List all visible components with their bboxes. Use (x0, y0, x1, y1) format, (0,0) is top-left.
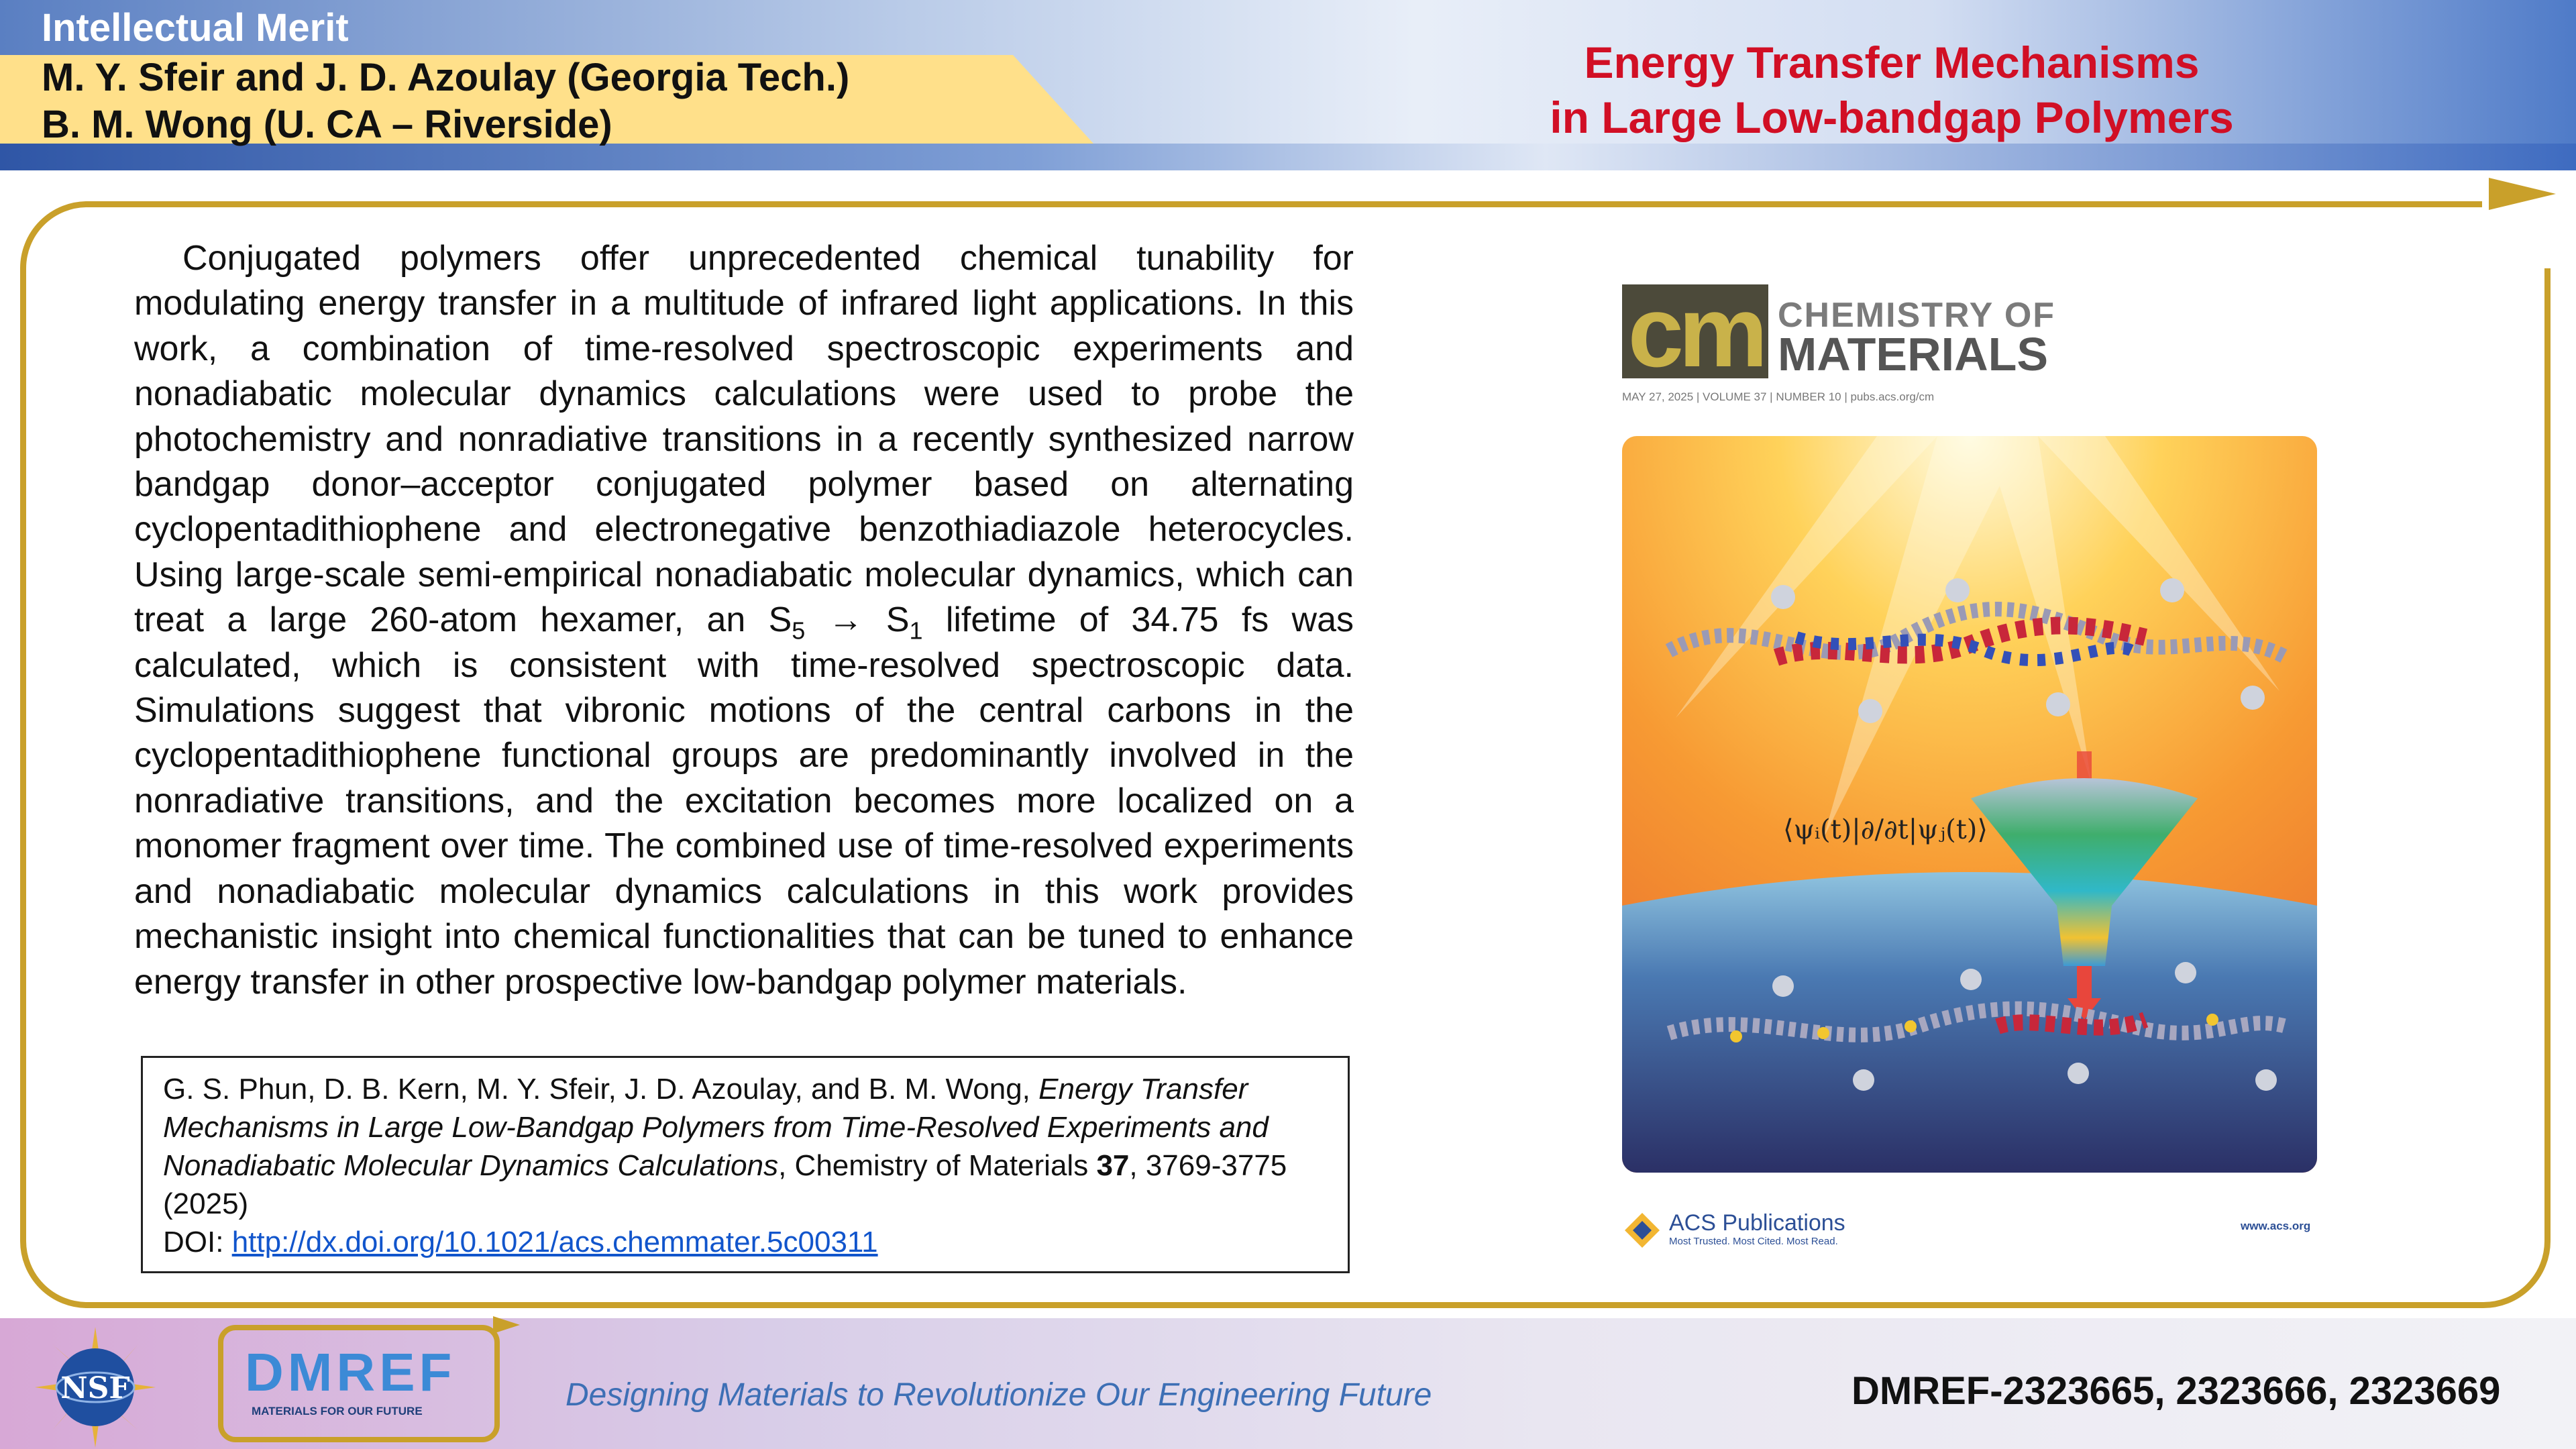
award-numbers: DMREF-2323665, 2323666, 2323669 (1851, 1369, 2501, 1413)
subscript-1: 1 (909, 616, 923, 645)
cover-issue-line: MAY 27, 2025 | VOLUME 37 | NUMBER 10 | pubs.acs.org/cm (1622, 390, 1935, 403)
dmref-frame-arrow-icon (493, 1316, 520, 1334)
abstract-part-1: Conjugated polymers offer unprecedented chemical tunability for modulating energy transfer in a multitude of infrared light applications. In this work, a combination of time-resolved spectroscopic experiments and nonadiabatic molecular dynamics calculations were used to probe the photochemistry and nonradiative transitions in a recently synthesized narrow bandgap donor–acceptor conjugated polymer based on alternating cyclopentadithiophene and electronegative benzothiadiazole heterocycles. Using large-scale semi-empirical nonadiabatic molecular dynamics, which can treat a large 260-atom hexamer, an S (134, 239, 1354, 640)
journal-cover (1610, 268, 2334, 1275)
journal-name-line-1: CHEMISTRY OF (1778, 296, 2056, 335)
footer-tagline: Designing Materials to Revolutionize Our Engineering Future (566, 1377, 1432, 1413)
publisher-url: www.acs.org (2241, 1220, 2311, 1232)
journal-name-line-2: MATERIALS (1778, 328, 2049, 380)
citation-title: Energy Transfer Mechanisms in Large Low-Bandgap Polymers from Time-Resolved Experiments and Nonadiabatic Molecular Dynamics Calculations (163, 1073, 1269, 1182)
doi-link[interactable]: http://dx.doi.org/10.1021/acs.chemmater.5c00311 (231, 1226, 878, 1258)
cover-equation: ⟨ψᵢ(t)|∂/∂t|ψⱼ(t)⟩ (1783, 814, 1988, 845)
abstract-part-2: lifetime of 34.75 fs was calculated, which is consistent with time-resolved spectroscopic data. Simulations suggest that vibronic motions of the central carbons in the cyclopentadithiophene functional groups are predominantly involved in the nonradiative transitions, and the excitation becomes more localized on a monomer fragment over time. The combined use of time-resolved experiments and nonadiabatic molecular dynamics calculations in this work provides mechanistic insight into chemical functionalities that can be tuned to enhance energy transfer in other prospective low-bandgap polymer materials. (134, 600, 1354, 1002)
section-label: Intellectual Merit (42, 6, 349, 50)
authors-line-1: M. Y. Sfeir and J. D. Azoulay (Georgia Tech.) (42, 56, 850, 99)
publisher-tagline: Most Trusted. Most Cited. Most Read. (1669, 1236, 1838, 1247)
citation-journal: , Chemistry of Materials (778, 1149, 1097, 1182)
abstract-text (134, 236, 1354, 1005)
nsf-logo-text: NSF (60, 1371, 130, 1405)
citation-volume: 37 (1096, 1149, 1130, 1182)
cm-logo: cm (1622, 284, 1768, 378)
nsf-logo-icon (35, 1327, 156, 1448)
citation-box (141, 1056, 1350, 1273)
subscript-5: 5 (792, 616, 806, 645)
dmref-subtitle: MATERIALS FOR OUR FUTURE (252, 1405, 423, 1417)
dmref-logo: DMREF (245, 1342, 456, 1402)
slide-title (1368, 35, 2415, 145)
citation-pages: , 3769-3775 (2025) (163, 1149, 1287, 1220)
doi-label: DOI: (163, 1226, 232, 1258)
slide-title-line-1: Energy Transfer Mechanisms (1584, 38, 2200, 87)
header-accent-stripe (0, 144, 2576, 170)
slide-title-line-2: in Large Low-bandgap Polymers (1550, 93, 2234, 142)
frame-gap (2482, 201, 2563, 268)
publisher-name: ACS Publications (1669, 1210, 1845, 1236)
authors-line-2: B. M. Wong (U. CA – Riverside) (42, 103, 612, 146)
arrow-s: → S (805, 600, 910, 640)
frame-arrow-icon (2489, 178, 2556, 210)
cover-artwork (1622, 436, 2317, 1173)
citation-authors: G. S. Phun, D. B. Kern, M. Y. Sfeir, J. D. Azoulay, and B. M. Wong, (163, 1073, 1039, 1106)
acs-logo-icon (1622, 1212, 1676, 1249)
